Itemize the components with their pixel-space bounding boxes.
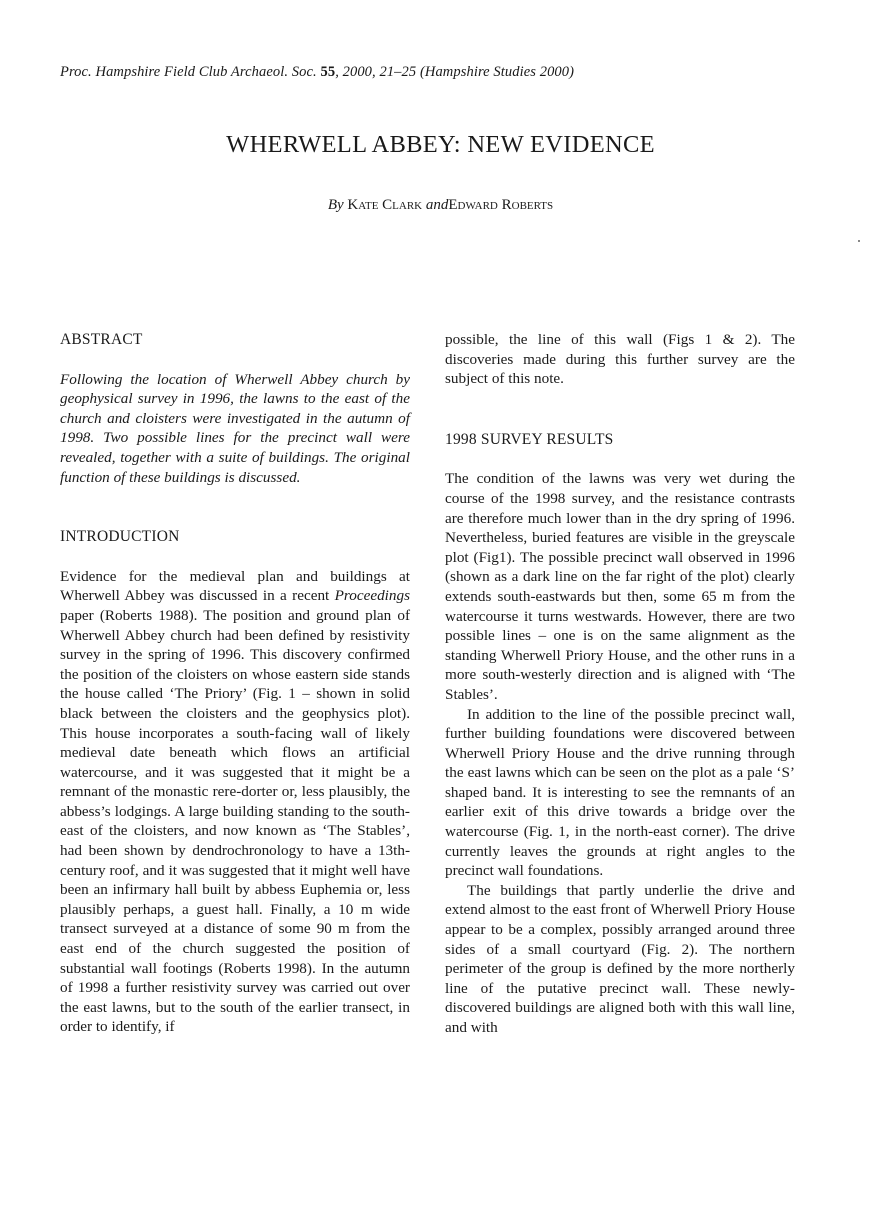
introduction-heading: INTRODUCTION	[60, 528, 180, 546]
scan-mark	[858, 240, 860, 242]
intro-text-b: paper (Roberts 1988). The position and ground plan of Wherwell Abbey church had been defined by resistivity survey in the spring of 1996. This discovery confirmed the position of the cloisters on whose eastern side stands the house called ‘The Priory’ (Fig. 1 – shown in solid black between the cloisters and the geophysics plot). This house incorporates a south-facing wall of likely medieval date beneath which flows an artificial watercourse, and it was suggested that it might be a remnant of the monastic rere-dorter or, less plausibly, the abbess’s lodgings. A large building standing to the south-east of the cloisters, and now known as ‘The Stables’, had been shown by dendrochronology to have a 13th-century roof, and it was suggested that it might well have been an infirmary hall built by abbess Euphemia or, less plausibly perhaps, a guest hall. Finally, a 10 m wide transect surveyed at a distance of some 90 m from the east end of the church suggested the position of substantial wall footings (Roberts 1998). In the autumn of 1998 a further resistivity survey was carried out over the east lawns, but to the south of the earlier transect, in order to identify, if	[60, 606, 410, 1036]
survey-heading: 1998 SURVEY RESULTS	[445, 430, 614, 448]
byline	[0, 197, 881, 214]
byline-by: By	[327, 197, 344, 213]
abstract-text: Following the location of Wherwell Abbey church by geophysical survey in 1996, the lawns to the east of the church and cloisters were investigated in the autumn of 1998. Two possible lines for the precinct wall were revealed, together with a suite of buildings. The original function of these buildings is discussed.	[60, 370, 410, 486]
survey-paragraph-2: In addition to the line of the possible precinct wall, further building foundations were discovered between Wherwell Priory House and the drive running through the east lawns which can be seen on the plot as a pale ‘S’ shaped band. It is interesting to see the remnants of an earlier exit of this drive towards a bridge over the watercourse (Fig. 1, in the north-east corner). The drive currently leaves the grounds at right angles to the precinct wall foundations.	[445, 705, 795, 880]
intro-text-em: Proceedings	[334, 587, 410, 605]
author-1: Kate Clark	[347, 197, 423, 213]
survey-paragraph-1: The condition of the lawns was very wet during the course of the 1998 survey, and the resistance contrasts are therefore much lower than in the dry spring of 1996. Nevertheless, buried features are visible in the greyscale plot (Fig1). The possible precinct wall observed in 1996 (shown as a dark line on the far right of the plot) clearly extends south-eastwards but then, some 65 m from the watercourse it turns westwards. However, there are two possible lines – one is on the same alignment as the standing Wherwell Priory House, and the other runs in a more south-westerly direction and is aligned with ‘The Stables’.	[445, 470, 795, 703]
left-column	[60, 330, 410, 1037]
article-title: WHERWELL ABBEY: NEW EVIDENCE	[226, 131, 655, 158]
running-head-details: , 2000, 21–25 (Hampshire Studies 2000)	[335, 64, 575, 80]
intro-text-a: Evidence for the medieval plan and buildings at Wherwell Abbey was discussed in a recent	[60, 567, 410, 605]
survey-paragraph-3: The buildings that partly underlie the drive and extend almost to the east front of Wherwell Priory House appear to be a complex, possibly arranged around three sides of a small courtyard (Fig. 2). The northern perimeter of the group is defined by the more northerly line of the putative precinct wall. These newly-discovered buildings are aligned both with this wall line, and with	[445, 881, 795, 1036]
running-head-journal: Proc. Hampshire Field Club Archaeol. Soc.	[60, 64, 317, 80]
running-head-volume: 55	[320, 64, 336, 80]
introduction-continuation: possible, the line of this wall (Figs 1 & 2). The discoveries made during this further survey are the subject of this note.	[445, 331, 795, 388]
abstract-heading: ABSTRACT	[60, 331, 143, 348]
author-2: Edward Roberts	[448, 197, 554, 213]
right-column	[445, 330, 795, 1038]
byline-and: and	[425, 197, 449, 213]
introduction-paragraph	[60, 567, 410, 1037]
running-head	[60, 64, 820, 81]
